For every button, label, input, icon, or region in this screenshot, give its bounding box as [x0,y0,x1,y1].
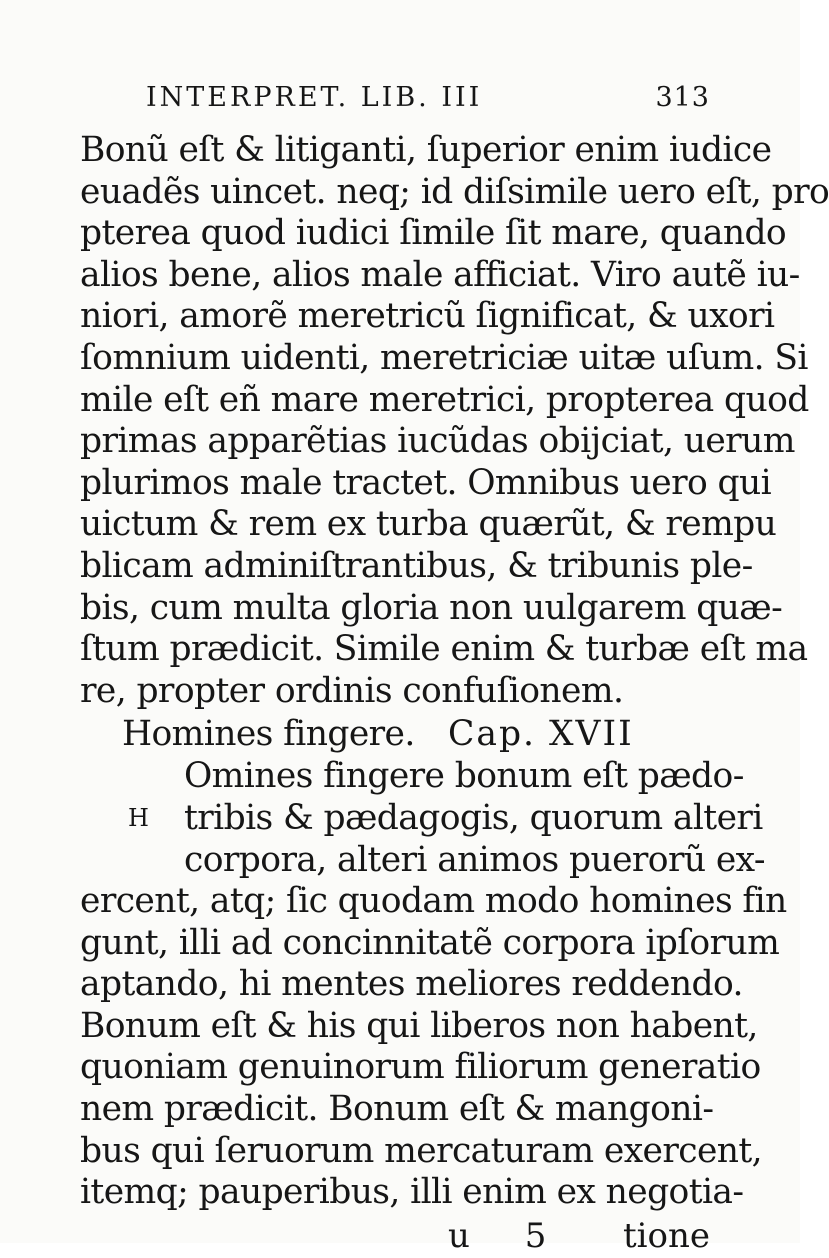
running-head [80,66,710,130]
text-line: Omines fingere bonum eſt pædo- [184,756,744,797]
text-line: mile eſt eñ mare meretrici, propterea quod [80,379,809,420]
text-line: ercent, atq; ſic quodam modo homines fin [80,881,787,922]
text-line: pterea quod iudici ſimile ſit mare, quando [80,213,787,254]
page-footer [80,1214,710,1258]
text-line: ſtum prædicit. Simile enim & turbæ eſt ma [80,629,808,670]
initial-row [80,797,763,840]
chapter-title: Homines fingere. [122,714,415,755]
initial-letter: H [128,803,149,832]
body-text [80,130,829,712]
text-line: bus qui ſeruorum mercaturam exercent, [80,1130,763,1171]
text-line: aptando, hi mentes meliores reddendo. [80,964,743,1005]
text-line: bis, cum multa gloria non uulgarem quæ- [80,587,783,628]
text-line: primas apparẽtias iucũdas obijciat, uerum [80,421,795,462]
text-line: euadẽs uincet. neq; id diſsimile uero eſt, pro [80,171,829,212]
text-line: ſomnium uidenti, meretriciæ uitæ uſum. Si [80,337,808,378]
text-line: blicam adminiſtrantibus, & tribunis ple- [80,545,753,586]
text-line: niori, amorẽ meretricũ ſignificat, & uxori [80,296,775,337]
page-number: 313 [655,82,710,113]
text-line: nem prædicit. Bonum eſt & mangoni- [80,1089,714,1130]
text-line: plurimos male tractet. Omnibus uero qui [80,462,772,503]
text-line: Bonũ eſt & litiganti, ſuperior enim iudice [80,130,772,170]
text-line: quoniam genuinorum filiorum generatio [80,1047,761,1088]
text-line: re, propter ordinis confuſionem. [80,670,624,711]
text-block [80,66,829,1258]
chapter-heading [80,712,710,756]
text-line: alios bene, alios male afficiat. Viro autẽ iu- [80,254,800,295]
text-line: gunt, illi ad concinnitatẽ corpora ipſorum [80,922,780,963]
text-line: uictum & rem ex turba quærũt, & rempu [80,504,777,545]
running-head-title: INTERPRET. LIB. III [146,82,483,113]
chapter-text [80,756,787,1214]
chapter-number: Cap. XVII [448,714,634,755]
text-line: Bonum eſt & his qui liberos non habent, [80,1005,758,1046]
catchword: tione [622,1215,710,1256]
text-line: itemq; pauperibus, illi enim ex negotia- [80,1172,744,1213]
text-line: corpora, alteri animos puerorũ ex- [184,839,765,880]
text-line: tribis & pædagogis, quorum alteri [184,797,763,838]
signature-mark: u 5 [448,1215,569,1256]
